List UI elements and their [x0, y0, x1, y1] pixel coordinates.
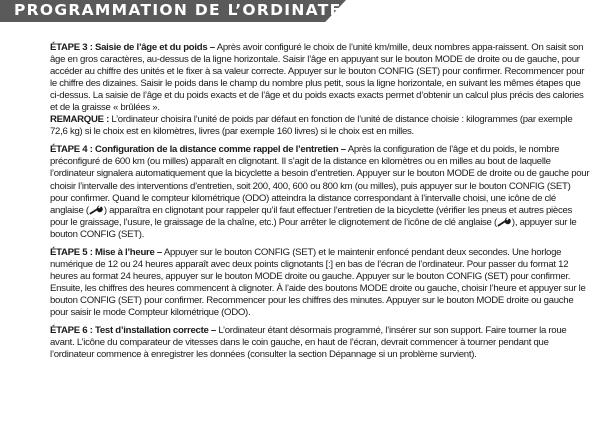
page-title: PROGRAMMATION DE L’ORDINATEUR — [14, 1, 369, 19]
remark-heading: REMARQUE : — [50, 114, 110, 126]
step-4-text-a: Après la configuration de l’âge et du poids, le nombre préconfiguré de 600 km (ou milles) apparaît en clignotant. Il s’agit de la distance en kilomètres ou en milles au bout de laquelle l’ordinateur signalera automatiquement que la bicyclette a besoin d’entretien. Appuyer sur le bouton MODE de droite ou de gauche pour choisir l’intervalle des interventions d’entretien, soit 200, 400, 600 ou 800 km (ou milles), puis appuyer sur le bouton CONFIG (SET) pour confirmer. Quand le compteur kilométrique (ODO) atteindra la distance correspondant à l’intervalle choisi, une icône de clé anglaise ( — [50, 144, 590, 216]
step-6-text: L’ordinateur étant désormais programmé, l’insérer sur son support. Faire tourner la roue avant. L’icône du comparateur de vitesses dans le coin gauche, en haut de l’écran, devrait commencer à tourner pendant que l’ordinateur commence à enregistrer les données (consulter la section Dépannage si un problème survient). — [50, 325, 567, 361]
step-5-heading: ÉTAPE 5 : Mise à l’heure – — [50, 246, 162, 258]
step-5-text: Appuyer sur le bouton CONFIG (SET) et le maintenir enfoncé pendant deux secondes. Une horloge numérique de 12 ou 24 heures apparaît avec deux points clignotants [:] en bas de l’écran de l’ordinateur. Pour passer du format 12 heures au format 24 heures, appuyer sur le bouton MODE droite ou gauche. Appuyer sur le bouton CONFIG (SET) pour confirmer. Ensuite, les chiffres des heures commencent à clignoter. À l’aide des boutons MODE droite ou gauche, choisir l’heure et appuyer sur le bouton CONFIG (SET) pour confirmer. Recommencer pour les chiffres des minutes. Appuyer sur le bouton MODE droite ou gauche pour saisir le mode Compteur kilométrique (ODO). — [50, 246, 586, 318]
step-4-text-c: ), appuyer sur le bouton CONFIG (SET). — [50, 216, 577, 240]
step-3-paragraph — [50, 42, 590, 114]
step-4-text-b: ) apparaîtra en clignotant pour rappeler qu’il faut effectuer l’entretien de la bicyclette (vérifier les pneus et autres pièces pour le graissage, l’usure, le graissage de la chaîne, etc.) Pour arrêter le clignotement de l’icône de clé anglaise ( — [50, 204, 573, 228]
step-5-paragraph — [50, 247, 590, 319]
step-3-heading: ÉTAPE 3 : Saisie de l’âge et du poids – — [50, 42, 215, 53]
step-6-heading: ÉTAPE 6 : Test d’installation correcte – — [50, 325, 216, 337]
step-6-paragraph — [50, 325, 590, 361]
wrench-icon — [497, 217, 512, 227]
wrench-icon — [89, 205, 104, 215]
step-4-heading: ÉTAPE 4 : Configuration de la distance comme rappel de l’entretien – — [50, 144, 346, 156]
remark-text: L’ordinateur choisira l’unité de poids par défaut en fonction de l’unité de distance choisie : kilogrammes (par exemple 72,6 kg) si le choix est en kilomètres, livres (par exemple 160 livres) si le choix est en milles. — [50, 114, 573, 138]
step-3-text: Après avoir configuré le choix de l’unité km/mille, deux nombres appa-raissent. On saisit son âge en gros caractères, au-dessus de la ligne horizontale. Saisir l’âge en appuyant sur le bouton MODE de droite ou de gauche, pour accéder au chiffre des unités et le fixer à sa valeur correcte. Appuyer sur le bouton CONFIG (SET) pour confirmer. Recommencer pour le chiffre des dizaines. Saisir le poids dans le champ du nombre plus petit, sous la ligne horizontale, en suivant les mêmes étapes que ci-dessus. La saisie de l’âge et du poids exacts et de l’âge et du poids exacts exacts permet d’obtenir un calcul plus précis des calories et de la graisse « brûlées ». — [50, 42, 585, 114]
instructions-body — [50, 42, 590, 367]
remark-paragraph — [50, 114, 590, 138]
step-4-paragraph — [50, 144, 590, 240]
